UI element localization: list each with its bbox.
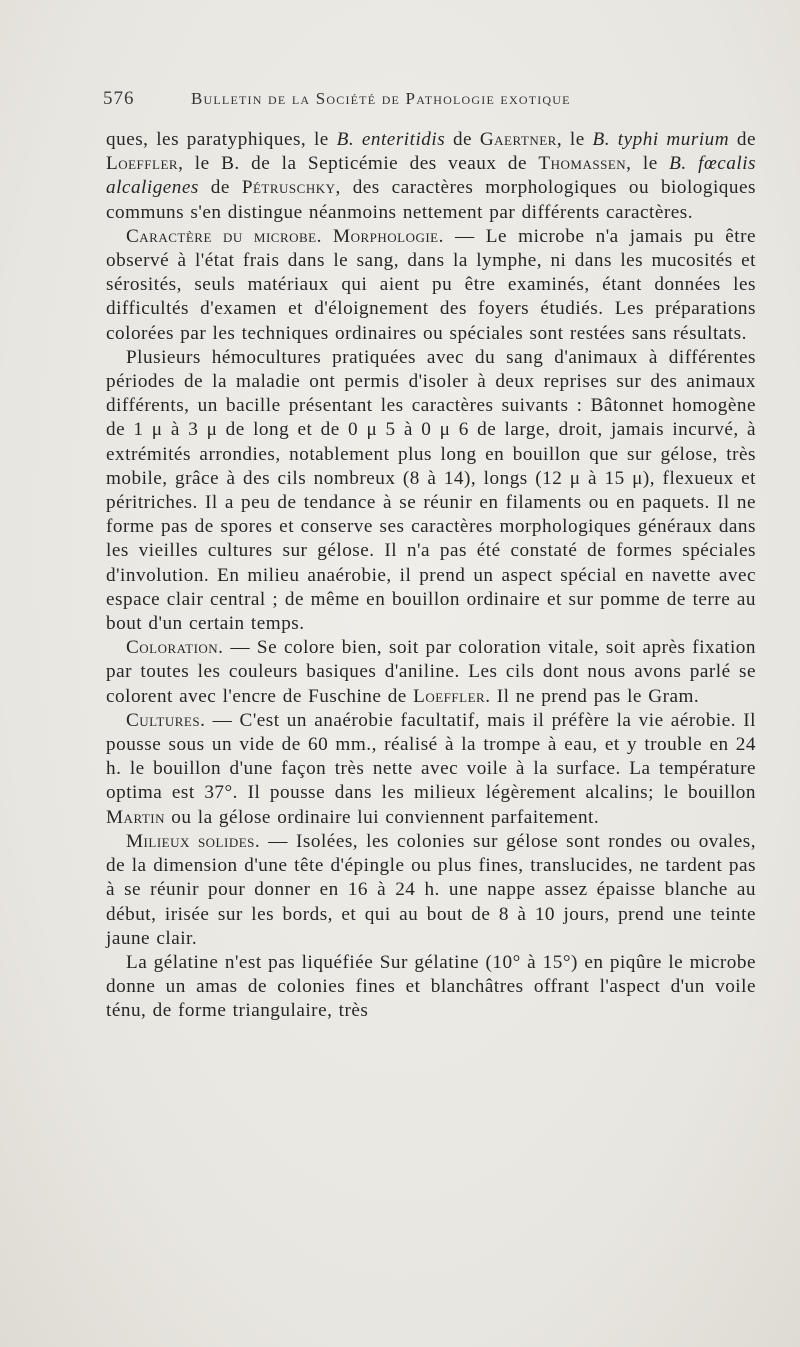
running-title: Bulletin de la Société de Pathologie exotique — [191, 89, 571, 108]
paragraph-continuation — [106, 128, 756, 225]
text-run: . Il ne prend pas le Gram. — [485, 685, 700, 707]
author-name: Loeffler — [106, 153, 179, 175]
author-name: Gaertner — [479, 129, 557, 150]
author-name: Loeffler — [413, 685, 486, 707]
author-name: Thomassen — [538, 153, 627, 175]
text-run: de — [729, 129, 756, 150]
species-name: B. enteritidis — [336, 129, 446, 150]
text-run: — Se colore bien, soit par coloration vitale, soit après fixation par toutes les couleurs basiques d'aniline. Les cils dont nous avons parlé se colorent avec l'encre de Fuschine de — [106, 637, 756, 707]
species-name: B. typhi murium — [592, 129, 730, 150]
section-heading: Coloration. — [126, 637, 224, 659]
text-run: , le B. de la Septicémie des veaux de — [178, 153, 539, 175]
text-run: , le — [556, 129, 593, 150]
text-run: Plusieurs hémocultures pratiquées avec du sang d'animaux à différentes périodes de la maladie ont permis d'isoler à deux reprises sur des animaux différents, un bacille présentant les caractères suivants : Bâtonnet homogène de 1 μ à 3 μ de long et de 0 μ 5 à 0 μ 6 de large, droit, jamais incurvé, à extrémités arrondies, notablement plus long en bouillon que sur gélose, très mobile, grâce à des cils nombreux (8 à 14), longs (12 μ à 15 μ), flexueux et péritriches. Il a peu de tendance à se réunir en filaments ou en paquets. Il ne forme pas de spores et conserve ses caractères morphologiques généraux dans les vieilles cultures sur gélose. Il n'a pas été constaté de formes spéciales d'involution. En milieu anaérobie, il prend un aspect spécial en navette avec espace clair central ; de même en bouillon ordinaire et sur pomme de terre au bout d'un certain temps. — [106, 346, 756, 635]
text-run: de — [198, 177, 242, 199]
page-number: 576 — [103, 88, 135, 109]
author-name: Pétruschky — [241, 177, 336, 199]
section-heading: Cultures. — [126, 709, 206, 731]
text-run: , le — [626, 153, 670, 175]
body-text — [106, 128, 756, 1024]
section-heading: Caractère du microbe. Morphologie. — [126, 225, 444, 247]
paragraph-coloration — [106, 636, 756, 709]
author-name: Martin — [106, 806, 165, 828]
text-run: — C'est un anaérobie facultatif, mais il préfère la vie aérobie. Il pousse sous un vide de 60 mm., réalisé à la trompe à eau, et y trouble en 24 h. le bouillon d'une façon très nette avec voile à la surface. La température optima est 37°. Il pousse dans les milieux légèrement alcalins; le bouillon — [106, 709, 756, 804]
paragraph-cultures — [106, 709, 756, 830]
text-run: de — [445, 129, 480, 150]
text-run: , des caractères morphologiques ou biologiques communs s'en distingue néanmoins nettement par différents caractères. — [106, 177, 756, 223]
paragraph-hemocultures — [106, 346, 756, 636]
text-run: — Le microbe n'a jamais pu être observé à l'état frais dans le sang, dans la lymphe, ni dans les mucosités et sérosités, seuls matériaux qui aient pu être examinés, étant données les difficultés d'examen et d'éloignement des foyers étudiés. Les préparations colorées par les techniques ordinaires ou spéciales sont restées sans résultats. — [106, 225, 756, 344]
text-run: ou la gélose ordinaire lui conviennent parfaitement. — [165, 806, 600, 828]
text-run: ques, les paratyphiques, le — [106, 129, 337, 150]
paragraph-milieux-solides — [106, 830, 756, 951]
section-heading: Milieux solides. — [126, 830, 261, 852]
paragraph-morphologie — [106, 225, 756, 346]
text-run: — Isolées, les colonies sur gélose sont rondes ou ovales, de la dimension d'une tête d'épingle ou plus fines, translucides, ne tardent pas à se réunir pour donner en 16 à 24 h. une nappe assez épaisse blanche au début, irisée sur les bords, et qui au bout de 8 à 10 jours, prend une teinte jaune clair. — [106, 830, 757, 949]
page-header — [103, 84, 763, 118]
text-run: La gélatine n'est pas liquéfiée Sur gélatine (10° à 15°) en piqûre le microbe donne un amas de colonies fines et blanchâtres offrant l'aspect d'un voile ténu, de forme triangulaire, très — [106, 951, 756, 1022]
species-name: B. fœcalis alcaligenes — [106, 153, 756, 199]
paragraph-gelatine — [106, 951, 756, 1024]
